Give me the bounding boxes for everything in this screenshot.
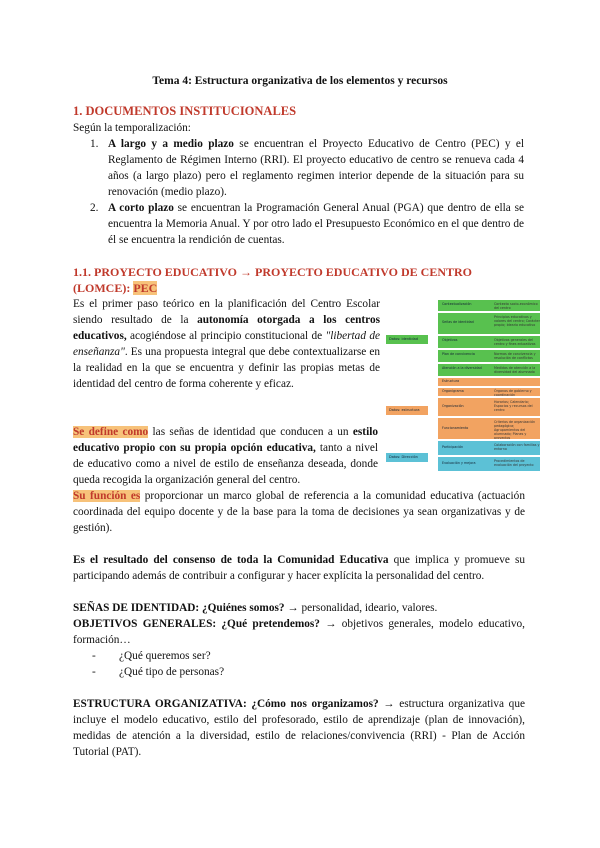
- p1-text-b: acogiéndose al principio constitucional de: [126, 330, 326, 342]
- diagram-row: [438, 388, 540, 396]
- diagram-row-label: Participación: [442, 445, 464, 449]
- define-highlight: Se define como: [73, 426, 149, 438]
- list-item-text: se encuentran el Proyecto Educativo de Centro (PEC) y el Reglamento de Régimen Interno (RRI). El proyecto educativo de centro se renueva cada 4 años (a largo plazo) pero el reglamento regimen interior depende de la situación para su renovación (medio plazo).: [108, 138, 525, 198]
- function-highlight: Su función es: [73, 490, 141, 502]
- diagram-row-label: Funcionamiento: [442, 426, 469, 430]
- diagram-row: [438, 378, 540, 386]
- list-number: 1.: [90, 138, 99, 150]
- heading-line-a: 1.1. PROYECTO EDUCATIVO → PROYECTO EDUCATIVO DE CENTRO: [73, 265, 473, 279]
- diagram-row-text: Objetivos generales del centro y fines educativos: [494, 338, 536, 346]
- p1-italic: "libertad de enseñanza": [73, 330, 380, 358]
- diagram-row: [438, 364, 540, 376]
- diagram-row-text: Normas de convivencia y resolución de conflictos: [494, 352, 536, 360]
- section-heading-1: 1. DOCUMENTOS INSTITUCIONALES: [73, 104, 297, 118]
- diagram-side-label: Datos: Dirección: [386, 453, 428, 462]
- p4-text: → personalidad, ideario, valores.: [284, 602, 438, 614]
- p6-text: → estructura organizativa que incluye el modelo educativo, estilo del profesorado, estilo de aprendizaje (plan de innovación), medidas de atención a la diversidad, estilo de relaciones/convivencia (RRI) - Plan de Acción Tutorial (PAT).: [73, 698, 525, 758]
- section-intro: Según la temporalización:: [73, 122, 191, 134]
- diagram-row-text: Medidas de atención a la diversidad del alumnado: [494, 366, 536, 374]
- diagram-row-label: Plan de convivencia: [442, 352, 475, 356]
- p1-bold: autonomía otorgada a los centros educativos,: [73, 314, 380, 342]
- diagram-row-text: Órganos de gobierno y coordinación: [494, 389, 532, 396]
- diagram-row-text: Criterios de organización pedagógica; Agrupamientos del alumnado; Planes y proyectos: [494, 420, 536, 439]
- paragraph-identity: [73, 600, 525, 616]
- document-title: Tema 4: Estructura organizativa de los elementos y recursos: [152, 75, 448, 87]
- p3-bold: Es el resultado del consenso de toda la Comunidad Educativa: [73, 554, 389, 566]
- diagram-side-label: Datos: estructura: [386, 406, 428, 415]
- diagram-row-label: Objetivos: [442, 338, 458, 342]
- paragraph-intro-pec: [73, 296, 380, 392]
- diagram-row: [438, 350, 540, 362]
- diagram-row: [438, 457, 540, 471]
- p2-text: las señas de identidad que conducen a un: [148, 426, 353, 438]
- diagram-row-label: Estructura: [442, 379, 460, 383]
- paragraph-consensus: [73, 552, 525, 584]
- diagram-row-label: Organización: [442, 404, 464, 408]
- paragraph-define: [73, 424, 378, 488]
- objectives-list: [92, 648, 512, 680]
- list-item-bold: A corto plazo: [108, 202, 174, 214]
- diagram-row: [438, 441, 540, 455]
- list-item: - ¿Qué queremos ser?: [92, 648, 512, 664]
- list-number: 2.: [90, 202, 99, 214]
- diagram-row-text: Horarios; Calendario; Espacios y recursos del centro: [494, 400, 533, 412]
- p5-bold: OBJETIVOS GENERALES: ¿Qué pretendemos?: [73, 618, 320, 630]
- p6-bold: ESTRUCTURA ORGANIZATIVA: ¿Cómo nos organizamos?: [73, 698, 379, 710]
- p1-text: Es el primer paso teórico en la planificación del Centro Escolar siendo resultado de la: [73, 298, 380, 326]
- p2-bold: estilo educativo propio con su propia opción educativa,: [73, 426, 378, 454]
- pec-diagram: [386, 297, 540, 477]
- paragraph-structure: [73, 696, 525, 760]
- p3-text: que implica y promueve su participando además de contribuir a configurar y hacer explícita la personalidad del centro.: [73, 554, 525, 582]
- list-item: [90, 136, 524, 200]
- diagram-row-label: Evaluación y mejora: [442, 461, 476, 465]
- diagram-row-text: Principios educativos y valores del centro; Carácter propio; Ideario educativo: [494, 315, 540, 327]
- heading-line-b: (LOMCE):: [73, 281, 134, 295]
- diagram-row-text: Procedimientos de evaluación del proyecto: [494, 459, 534, 467]
- diagram-row-text: Contexto socio-económico del centro: [494, 302, 538, 310]
- diagram-row-label: Organigrama: [442, 389, 464, 393]
- list-item: - ¿Qué tipo de personas?: [92, 664, 512, 680]
- p1-text-c: . Es una propuesta integral que debe contextualizarse en la realidad en la que se encuentra y definir las propias metas de identidad del centro de forma coherente y eficaz.: [73, 346, 380, 390]
- diagram-row-label: Contextualización: [442, 302, 472, 306]
- p5-text: → objetivos generales, modelo educativo, formación…: [73, 618, 526, 646]
- p2-text-b: tanto a nivel de educativo como a nivel de estilo de enseñanza deseada, donde queda recogida la organización general del centro.: [73, 442, 378, 486]
- diagram-row-label: Atención a la diversidad: [442, 366, 482, 370]
- list-item-text: se encuentran la Programación General Anual (PGA) que dentro de ella se encuentra la Memoria Anual. Y por otro lado el Presupuesto Económico en el que dentro de él se encuentra la rendición de cuentas.: [108, 202, 524, 246]
- diagram-row-label: Señas de identidad: [442, 320, 474, 324]
- diagram-row: [438, 398, 540, 416]
- list-item-bold: A largo y a medio plazo: [108, 138, 234, 150]
- p2-text-c: proporcionar un marco global de referencia a la comunidad educativa (actuación coordinada del equipo docente y de la base para la toma de decisiones ya sean organizativas y de gestión).: [73, 490, 525, 534]
- diagram-row-text: Colaboración con familias y entorno: [494, 443, 540, 451]
- diagram-row: [438, 418, 540, 439]
- paragraph-function: [73, 488, 525, 536]
- paragraph-objectives: [73, 616, 525, 648]
- diagram-row: [438, 313, 540, 334]
- list-item: [90, 200, 524, 248]
- pec-highlight: PEC: [133, 281, 158, 295]
- section-heading-1-1: [73, 264, 525, 296]
- p4-bold: SEÑAS DE IDENTIDAD: ¿Quiénes somos?: [73, 602, 285, 614]
- diagram-row: [438, 336, 540, 348]
- diagram-row: [438, 300, 540, 311]
- diagram-side-label: Datos: identidad: [386, 335, 428, 344]
